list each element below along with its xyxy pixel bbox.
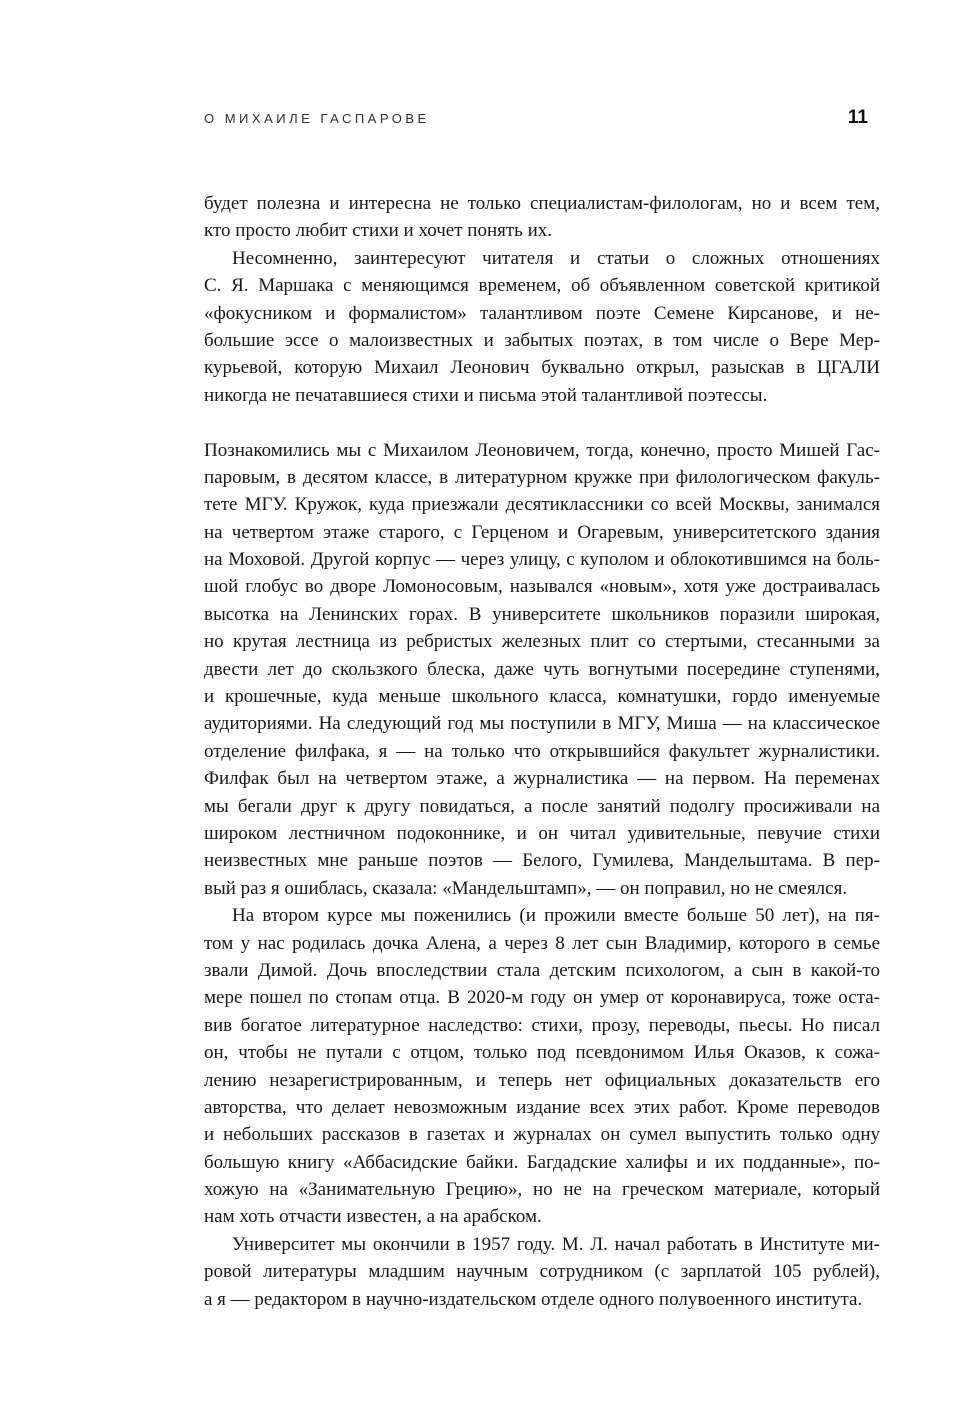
text-line: вый раз я ошиблась, сказала: «Мандельштамп», — он поправил, но не смеялся. [204, 877, 848, 899]
text-line: шой глобус во дворе Ломоносовым, назывался «новым», хотя уже достраивалась [204, 576, 880, 598]
text-line: паровым, в десятом классе, в литературном кружке при филологическом факуль- [204, 466, 880, 488]
text-line: Филфак был на четвертом этаже, а журналистика — на первом. На переменах [204, 768, 880, 790]
text-line: большие эссе о малоизвестных и забытых поэтах, в том числе о Вере Мер- [204, 329, 880, 351]
text-line: лению незарегистрированным, и теперь нет официальных доказательств его [204, 1069, 880, 1091]
text-line: На втором курсе мы поженились (и прожили вместе больше 50 лет), на пя- [232, 905, 880, 927]
paragraph [204, 190, 880, 245]
text-line: и крошечные, куда меньше школьного класса, комнатушки, гордо именуемые [204, 686, 880, 708]
text-line: и небольших рассказов в газетах и журналах он сумел выпустить только одну [204, 1124, 880, 1146]
paragraph [204, 245, 880, 409]
text-line: авторства, что делает невозможным издание всех этих работ. Кроме переводов [204, 1096, 880, 1118]
text-line: никогда не печатавшиеся стихи и письма этой талантливой поэтессы. [204, 384, 768, 406]
text-line: вив богатое литературное наследство: стихи, прозу, переводы, пьесы. Но писал [204, 1014, 880, 1036]
text-line: ровой литературы младшим научным сотрудником (с зарплатой 105 рублей), [204, 1261, 880, 1283]
text-line: том у нас родилась дочка Алена, а через 8 лет сын Владимир, которого в семье [204, 932, 880, 954]
page-number: 11 [847, 107, 868, 128]
text-line: двести лет до скользкого блеска, даже чуть вогнутыми посередине ступенями, [204, 658, 880, 680]
text-line: высотка на Ленинских горах. В университете школьников поразили широкая, [204, 603, 880, 625]
text-line: неизвестных мне раньше поэтов — Белого, Гумилева, Мандельштама. В пер- [204, 850, 880, 872]
text-line: мере пошел по стопам отца. В 2020-м году он умер от коронавируса, тоже оста- [204, 987, 880, 1009]
paragraph [204, 902, 880, 1231]
text-line: С. Я. Маршака с меняющимся временем, об объявленном советской критикой [204, 275, 880, 297]
text-line: курьевой, которую Михаил Леонович буквально открыл, разыскав в ЦГАЛИ [204, 357, 880, 379]
text-line: мы бегали друг к другу повидаться, а после занятий подолгу просиживали на [204, 795, 880, 817]
text-line: на Моховой. Другой корпус — через улицу, с куполом и облокотившимся на боль- [204, 549, 880, 571]
running-header: О МИХАИЛЕ ГАСПАРОВЕ [204, 111, 430, 126]
text-line: нам хоть отчасти известен, а на арабском. [204, 1206, 542, 1228]
text-line: «фокусником и формалистом» талантливом поэте Семене Кирсанове, и не- [204, 302, 880, 324]
text-line: Несомненно, заинтересуют читателя и статьи о сложных отношениях [232, 247, 880, 269]
text-line: аудиториями. На следующий год мы поступили в МГУ, Миша — на классическое [204, 713, 880, 735]
text-line: Университет мы окончили в 1957 году. М. Л. начал работать в Институте ми- [232, 1233, 880, 1255]
text-line: звали Димой. Дочь впоследствии стала детским психологом, а сын в какой-то [204, 959, 880, 981]
text-line: кто просто любит стихи и хочет понять их. [204, 220, 553, 242]
text-line: большую книгу «Аббасидские байки. Багдадские халифы и их подданные», по- [204, 1151, 880, 1173]
text-line: будет полезна и интересна не только специалистам-филологам, но и всем тем, [204, 193, 880, 214]
text-line: Познакомились мы с Михаилом Леоновичем, тогда, конечно, просто Мишей Гас- [204, 439, 880, 461]
paragraph [204, 1231, 880, 1313]
text-line: но крутая лестница из ребристых железных плит со стертыми, стесанными за [204, 631, 880, 653]
paragraph [204, 437, 880, 903]
text-line: хожую на «Занимательную Грецию», но не на греческом материале, который [204, 1179, 880, 1201]
text-line: широком лестничном подоконнике, и он читал удивительные, певучие стихи [204, 822, 880, 844]
text-line: отделение филфака, я — на только что открывшийся факультет журналистики. [204, 740, 880, 762]
body-text [204, 190, 880, 1313]
text-line: он, чтобы не путали с отцом, только под псевдонимом Илья Оказов, к сожа- [204, 1042, 880, 1064]
text-line: тете МГУ. Кружок, куда приезжали десятиклассники со всей Москвы, занимался [204, 494, 880, 516]
text-line: а я — редактором в научно-издательском отделе одного полувоенного института. [204, 1288, 863, 1310]
text-line: на четвертом этаже старого, с Герценом и Огаревым, университетского здания [204, 521, 880, 543]
